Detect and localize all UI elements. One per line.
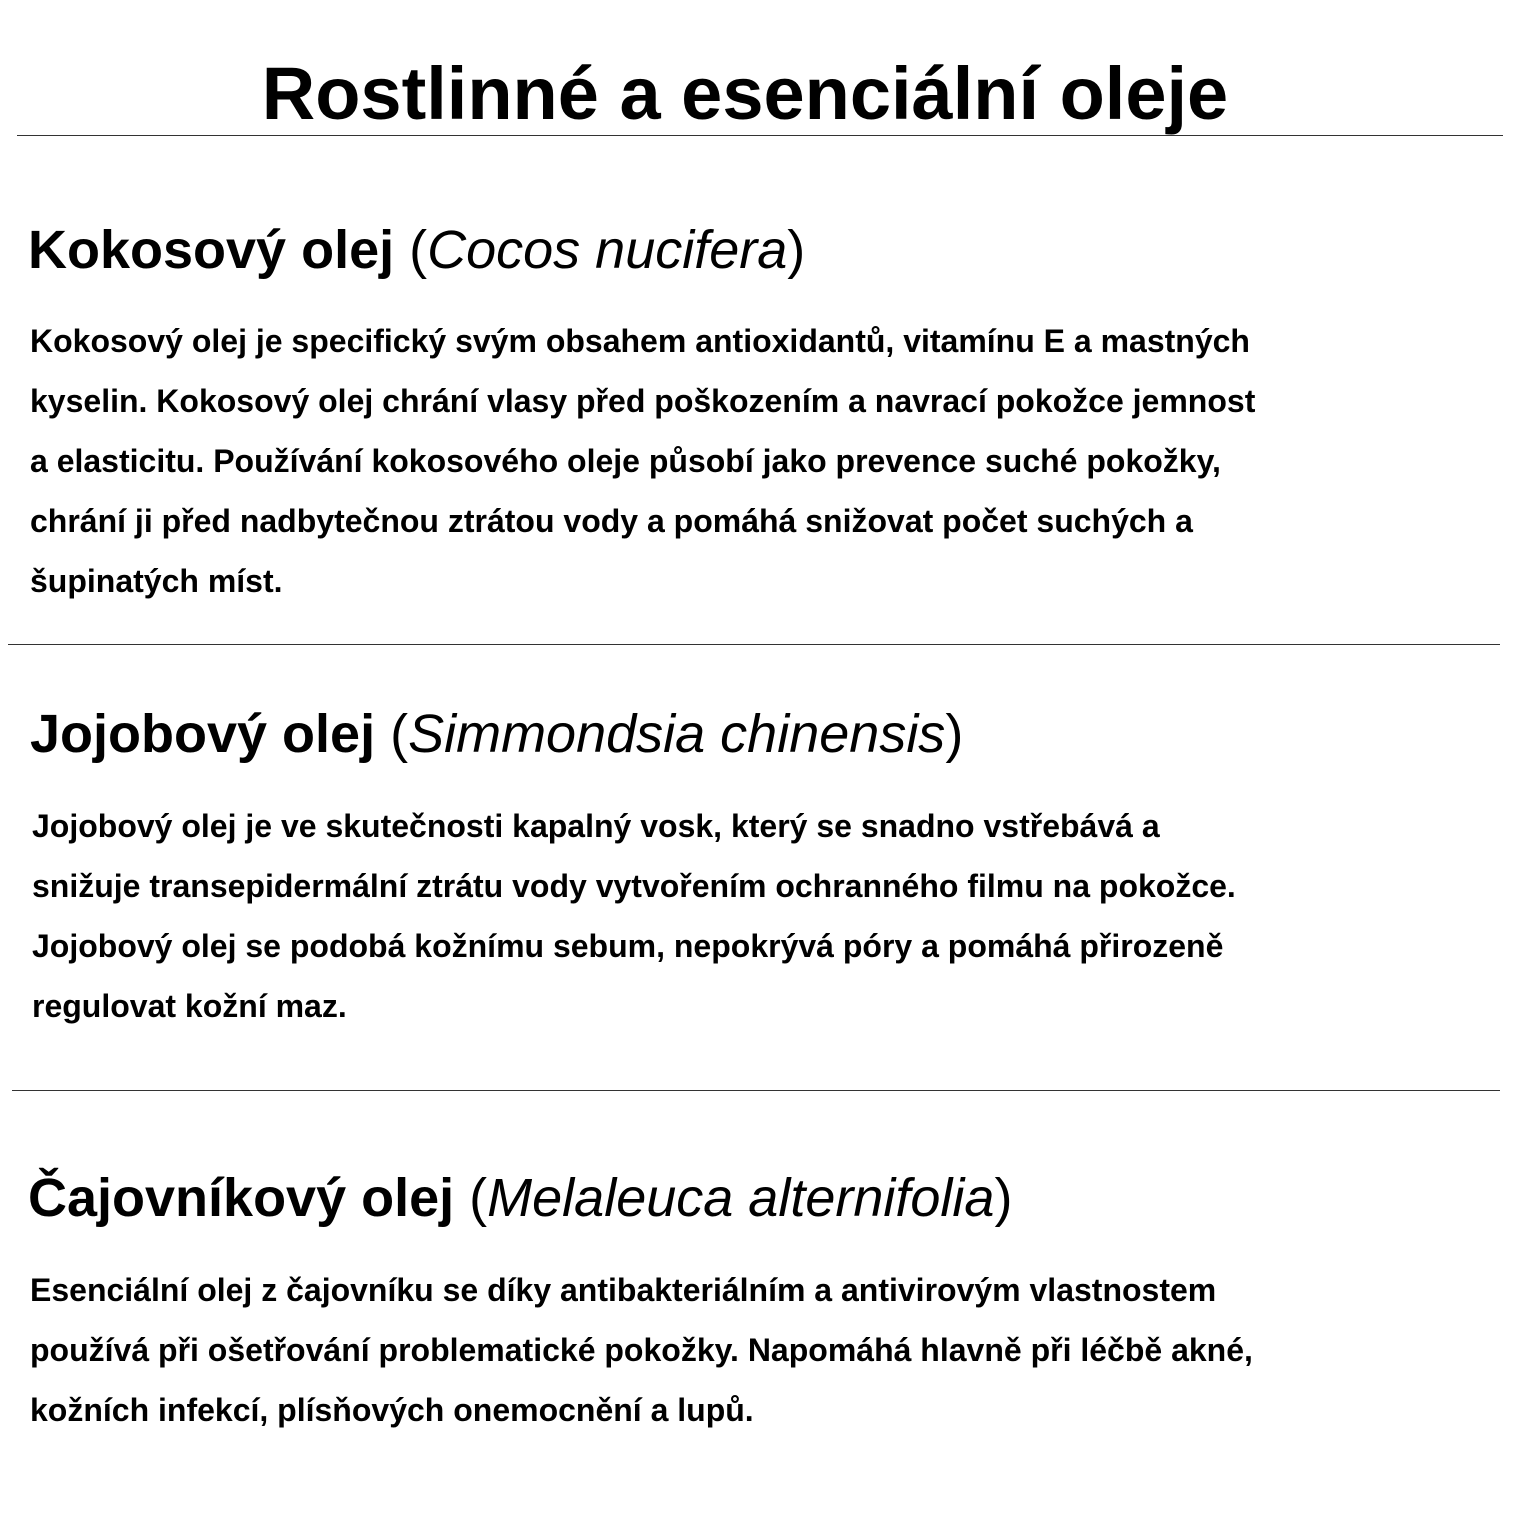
text-line: regulovat kožní maz. (32, 988, 347, 1024)
divider (17, 135, 1503, 136)
text-line: snižuje transepidermální ztrátu vody vytvořením ochranného filmu na pokožce. (32, 868, 1236, 904)
oil-name: Kokosový olej (28, 220, 395, 280)
text-line: používá při ošetřování problematické pokožky. Napomáhá hlavně při léčbě akné, (30, 1332, 1253, 1368)
text-line: Esenciální olej z čajovníku se díky antibakteriálním a antivirovým vlastnostem (30, 1272, 1217, 1308)
text-line: kyselin. Kokosový olej chrání vlasy před poškozením a navrací pokožce jemnost (30, 383, 1256, 419)
section-text-coconut (30, 311, 1255, 611)
text-line: Jojobový olej je ve skutečnosti kapalný vosk, který se snadno vstřebává a (32, 808, 1160, 844)
text-line: šupinatých míst. (30, 563, 283, 599)
section-text-jojoba (32, 796, 1236, 1036)
section-heading-coconut: Kokosový olej (Cocos nucifera) (28, 220, 806, 280)
oil-name: Jojobový olej (30, 704, 376, 764)
latin-name: Melaleuca alternifolia (487, 1168, 995, 1228)
text-line: chrání ji před nadbytečnou ztrátou vody a pomáhá snižovat počet suchých a (30, 503, 1193, 539)
text-line: a elasticitu. Používání kokosového oleje působí jako prevence suché pokožky, (30, 443, 1221, 479)
divider (12, 1090, 1500, 1091)
oil-name: Čajovníkový olej (28, 1168, 455, 1228)
text-line: Jojobový olej se podobá kožnímu sebum, nepokrývá póry a pomáhá přirozeně (32, 928, 1224, 964)
section-heading-jojoba: Jojobový olej (Simmondsia chinensis) (30, 704, 964, 764)
section-heading-tea-tree: Čajovníkový olej (Melaleuca alternifolia) (28, 1168, 1013, 1228)
latin-name: Simmondsia chinensis (408, 704, 946, 764)
text-line: Kokosový olej je specifický svým obsahem antioxidantů, vitamínu E a mastných (30, 323, 1250, 359)
page-title: Rostlinné a esenciální oleje (261, 52, 1229, 135)
divider (8, 644, 1500, 645)
latin-name: Cocos nucifera (427, 220, 788, 280)
section-text-tea-tree (30, 1260, 1253, 1440)
text-line: kožních infekcí, plísňových onemocnění a lupů. (30, 1392, 754, 1428)
